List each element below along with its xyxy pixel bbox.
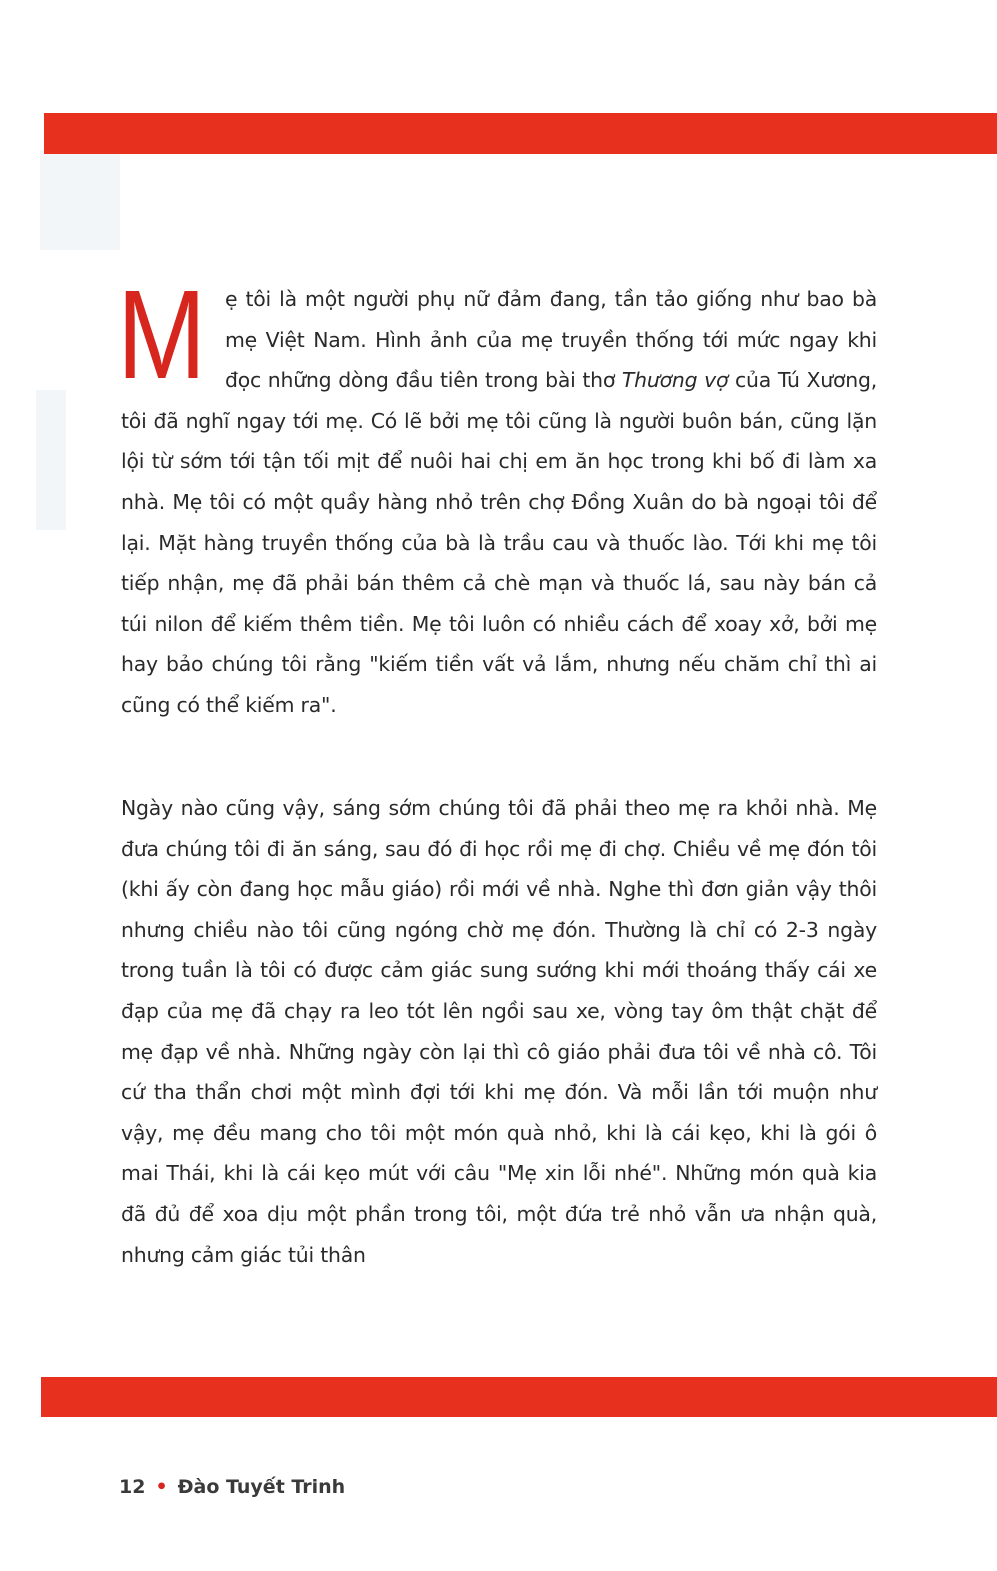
paragraph-1-text-start: ẹ tôi là một người phụ nữ đảm đang, tần tảo giống như bao bà mẹ Việt Nam. Hình ảnh của mẹ truyền thống tới mức ngay khi đọc những dòng đầu tiên trong bài thơ <box>225 287 877 393</box>
footer-separator: • <box>155 1476 168 1498</box>
drop-cap: M <box>117 264 207 405</box>
page-footer <box>119 1476 345 1498</box>
paragraph-2-text: Ngày nào cũng vậy, sáng sớm chúng tôi đã phải theo mẹ ra khỏi nhà. Mẹ đưa chúng tôi đi ăn sáng, sau đó đi học rồi mẹ đi chợ. Chiều về mẹ đón tôi (khi ấy còn đang học mẫu giáo) rồi mới về nhà. Nghe thì đơn giản vậy thôi nhưng chiều nào tôi cũng ngóng chờ mẹ đón. Thường là chỉ có 2-3 ngày trong tuần là tôi có được cảm giác sung sướng khi mới thoáng thấy cái xe đạp của mẹ đã chạy ra leo tót lên ngồi sau xe, vòng tay ôm thật chặt để mẹ đạp về nhà. Những ngày còn lại thì cô giáo phải đưa tôi về nhà cô. Tôi cứ tha thẩn chơi một mình đợi tới khi mẹ đón. Và mỗi lần tới muộn như vậy, mẹ đều mang cho tôi một món quà nhỏ, khi là cái kẹo, khi là gói ô mai Thái, khi là cái kẹo mút với câu "Mẹ xin lỗi nhé". Những món quà kia đã đủ để xoa dịu một phần trong tôi, một đứa trẻ nhỏ vẫn ưa nhận quà, nhưng cảm giác tủi thân <box>121 796 877 1267</box>
poem-title: Thương vợ <box>621 368 729 393</box>
author-name: Đào Tuyết Trinh <box>177 1476 346 1498</box>
show-through-mark <box>36 390 66 530</box>
paragraph-2 <box>121 788 877 1275</box>
show-through-mark <box>40 150 120 250</box>
page-number: 12 <box>119 1476 146 1498</box>
paragraph-1 <box>117 264 877 726</box>
paragraph-1-text <box>121 279 877 726</box>
bottom-decorative-bar <box>41 1377 997 1417</box>
paragraph-1-text-end: của Tú Xương, tôi đã nghĩ ngay tới mẹ. Có lẽ bởi mẹ tôi cũng là người buôn bán, cũng lặn lội từ sớm tới tận tối mịt để nuôi hai chị em ăn học trong khi bố đi làm xa nhà. Mẹ tôi có một quầy hàng nhỏ trên chợ Đồng Xuân do bà ngoại tôi để lại. Mặt hàng truyền thống của bà là trầu cau và thuốc lào. Tới khi mẹ tôi tiếp nhận, mẹ đã phải bán thêm cả chè mạn và thuốc lá, sau này bán cả túi nilon để kiếm thêm tiền. Mẹ tôi luôn có nhiều cách để xoay xở, bởi mẹ hay bảo chúng tôi rằng "kiếm tiền vất vả lắm, nhưng nếu chăm chỉ thì ai cũng có thể kiếm ra". <box>121 368 877 717</box>
top-decorative-bar <box>44 113 997 154</box>
